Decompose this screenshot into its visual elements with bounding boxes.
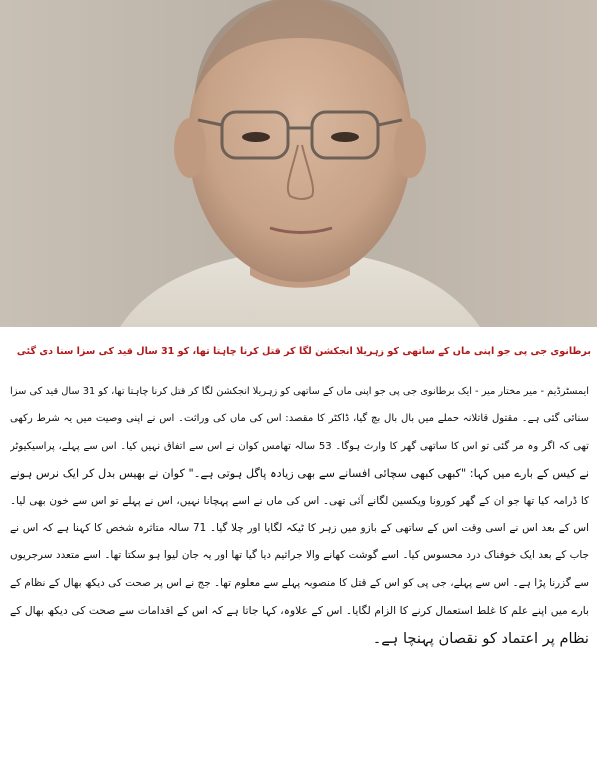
article-line: ایمسٹرڈیم - میر مختار میر - ایک برطانوی جی پی جو اپنی ماں کے ساتھی کو زہریلا انجکشن لگا کر قتل کرنا چاہتا تھا، کو 31 سال قید کی سزا <box>10 386 589 397</box>
article-line: کا ڈرامہ کیا تھا جو ان کے گھر کورونا ویکسین لگانے آئی تھی۔ اس کی ماں نے اسے پہچانا نہیں، اس نے پہلے تو اس سے خون بھی لیا۔ <box>10 494 589 507</box>
article-body <box>10 378 589 755</box>
article-line: سنائی گئی ہے۔ مقتول قاتلانہ حملے میں بال بال بچ گیا، ڈاکٹر کا مقصد: اس کی ماں کی وراثت۔ اس نے اپنی وصیت میں یہ شرط رکھی <box>10 413 589 425</box>
article-line: سے گزرنا پڑا ہے۔ اس سے پہلے، جی پی کو اس کے قتل کا منصوبہ پہلے سے معلوم تھا۔ جج نے اس پر صحت کی دیکھ بھال کے نظام کے <box>10 576 589 589</box>
article-line: اس کے بعد اس نے اسی وقت اس کے ساتھی کے بازو میں زہر کا ٹیکہ لگایا اور چلا گیا۔ 71 سالہ متاثرہ شخص کا کہنا ہے کہ اس نے <box>10 521 589 534</box>
article-line: نظام پر اعتماد کو نقصان پہنچا ہے۔ <box>372 629 589 647</box>
article-line: نے کیس کے بارے میں کہا: "کبھی کبھی سچائی افسانے سے بھی زیادہ پاگل ہوتی ہے۔" کوان نے بھیس بدل کر ایک نرس ہونے <box>10 467 589 481</box>
portrait-photo <box>0 0 597 327</box>
article-line: جاب کے بعد ایک خوفناک درد محسوس کیا۔ اسے گوشت کھانے والا جراثیم دیا گیا تھا اور یہ جان لیوا ہو سکتا تھا۔ اسے متعدد سرجریوں <box>10 549 589 562</box>
headline: برطانوی جی پی جو اپنی ماں کے ساتھی کو زہریلا انجکشن لگا کر قتل کرنا چاہتا تھا، کو 31 سال قید کی سزا سنا دی گئی <box>16 346 591 357</box>
article-line: تھی کہ اگر وہ مر گئی تو اس کا ساتھی گھر کا وارث ہوگا۔ 53 سالہ تھامس کوان نے اس سے اتفاق نہیں کیا۔ اس سے پہلے، پراسیکیوٹر <box>10 440 589 452</box>
article-line: بارے میں اپنے علم کا غلط استعمال کرنے کا الزام لگایا۔ اس کے علاوہ، کہا جاتا ہے کہ اس کے اقدامات سے صحت کی دیکھ بھال کے <box>10 604 589 618</box>
